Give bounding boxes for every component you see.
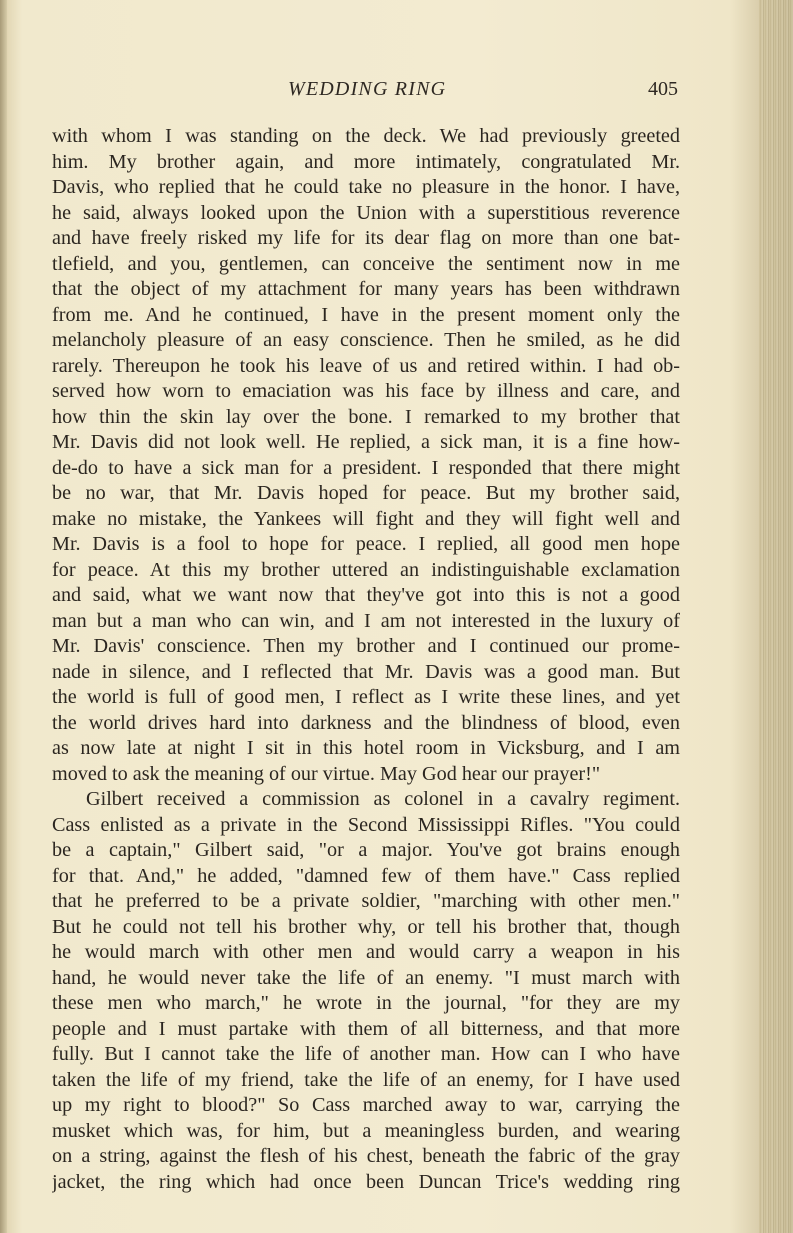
text-line: the world is full of good men, I reflect as I write these lines, and yet [52, 686, 680, 708]
text-line: up my right to blood?" So Cass marched away to war, carrying the [52, 1094, 680, 1116]
text-line: taken the life of my friend, take the life of an enemy, for I have used [52, 1068, 680, 1091]
text-line: on a string, against the flesh of his chest, beneath the fabric of the gray [52, 1145, 680, 1167]
text-line: served how worn to emaciation was his face by illness and care, and [52, 380, 680, 402]
page-number: 405 [648, 78, 678, 100]
text-line: man but a man who can win, and I am not interested in the luxury of [52, 609, 680, 632]
text-line: him. My brother again, and more intimately, congratulated Mr. [52, 150, 680, 173]
page-edge-stack [759, 0, 793, 1233]
text-line: jacket, the ring which had once been Duncan Trice's wedding ring [52, 1170, 680, 1193]
text-line: from me. And he continued, I have in the present moment only the [52, 303, 680, 326]
paragraph-start-line: Gilbert received a commission as colonel in a cavalry regiment. [86, 788, 680, 810]
body-text [52, 124, 680, 1195]
text-line: Mr. Davis did not look well. He replied, a sick man, it is a fine how- [52, 431, 680, 453]
text-line: as now late at night I sit in this hotel room in Vicksburg, and I am [52, 737, 680, 759]
text-line: Mr. Davis' conscience. Then my brother and I continued our prome- [52, 635, 680, 657]
text-line: be a captain," Gilbert said, "or a major. You've got brains enough [52, 839, 680, 861]
text-line: de-do to have a sick man for a president. I responded that there might [52, 456, 680, 479]
text-line: people and I must partake with them of all bitterness, and that more [52, 1017, 680, 1040]
text-line: tlefield, and you, gentlemen, can conceive the sentiment now in me [52, 252, 680, 275]
text-line: nade in silence, and I reflected that Mr. Davis was a good man. But [52, 660, 680, 683]
text-line: fully. But I cannot take the life of another man. How can I who have [52, 1043, 680, 1065]
text-line: rarely. Thereupon he took his leave of us and retired within. I had ob- [52, 354, 680, 377]
paragraph-end-line: moved to ask the meaning of our virtue. May God hear our prayer!" [52, 762, 601, 785]
text-line: for that. And," he added, "damned few of them have." Cass replied [52, 864, 680, 887]
text-line: how thin the skin lay over the bone. I remarked to my brother that [52, 405, 680, 428]
text-line: he said, always looked upon the Union with a superstitious reverence [52, 201, 680, 224]
text-line: make no mistake, the Yankees will fight and they will fight well and [52, 507, 680, 530]
text-line: Cass enlisted as a private in the Second Mississippi Rifles. "You could [52, 813, 680, 836]
text-line: he would march with other men and would carry a weapon in his [52, 941, 680, 963]
text-line: musket which was, for him, but a meaningless burden, and wearing [52, 1119, 680, 1142]
text-line: the world drives hard into darkness and the blindness of blood, even [52, 711, 680, 734]
text-line: Mr. Davis is a fool to hope for peace. I replied, all good men hope [52, 533, 680, 555]
text-line: that the object of my attachment for many years has been withdrawn [52, 278, 680, 300]
text-line: melancholy pleasure of an easy conscience. Then he smiled, as he did [52, 329, 680, 351]
running-title: WEDDING RING [288, 78, 447, 100]
text-line: with whom I was standing on the deck. We had previously greeted [52, 125, 680, 147]
text-line: and have freely risked my life for its dear flag on more than one bat- [52, 227, 680, 249]
text-line: these men who march," he wrote in the journal, "for they are my [52, 992, 680, 1014]
running-header [52, 78, 680, 108]
text-line: for peace. At this my brother uttered an indistinguishable exclamation [52, 558, 680, 581]
text-line: and said, what we want now that they've got into this is not a good [52, 584, 680, 606]
text-line: Davis, who replied that he could take no pleasure in the honor. I have, [52, 176, 680, 198]
text-line: be no war, that Mr. Davis hoped for peace. But my brother said, [52, 482, 680, 504]
page-gutter-shadow [0, 0, 7, 1233]
text-line: that he preferred to be a private soldier, "marching with other men." [52, 890, 680, 912]
text-line: But he could not tell his brother why, or tell his brother that, though [52, 915, 680, 938]
text-line: hand, he would never take the life of an enemy. "I must march with [52, 966, 680, 989]
